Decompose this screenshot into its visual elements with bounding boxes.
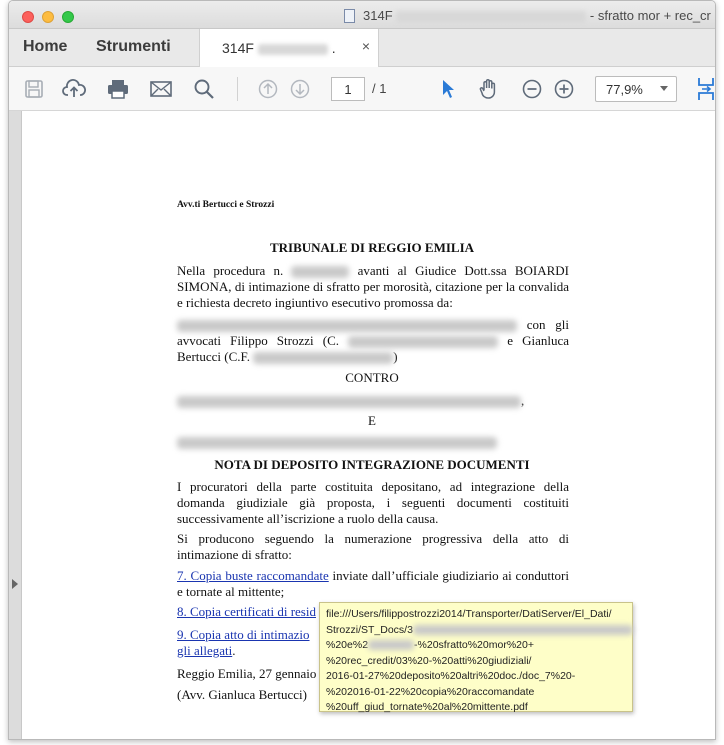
link-document-9[interactable]: 9. Copia atto di intimazio [177, 627, 310, 642]
redacted-path-1 [413, 625, 633, 635]
page-number-input[interactable] [331, 77, 365, 101]
close-tab-icon[interactable]: × [361, 38, 370, 54]
title-bar [9, 1, 715, 29]
court-heading: TRIBUNALE DI REGGIO EMILIA [269, 240, 475, 255]
parties-close: ) [393, 349, 398, 364]
window-title [363, 8, 711, 23]
tooltip-line-3-end: -%20sfratto%20mor%20+ [414, 639, 534, 651]
toolbar [9, 67, 715, 111]
tab-bar [9, 29, 715, 67]
filing-paragraph: I procuratori della parte costituita depositano, ad integrazione della domanda giudiziale già proposta, i seguenti documenti costituiti successivamente all’iscrizione a ruolo della causa. [177, 479, 569, 526]
document-tab-label [222, 40, 336, 56]
zoom-value: 77,9% [606, 82, 643, 97]
tooltip-line-3 [326, 638, 626, 654]
redacted-tax-code-1 [348, 336, 498, 348]
window-title-prefix: 314F [363, 8, 393, 23]
document-tab-prefix: 314F [222, 40, 254, 56]
print-icon[interactable] [105, 76, 131, 102]
close-window-button[interactable] [22, 11, 34, 23]
tab-document[interactable] [199, 29, 379, 67]
parties-paragraph [177, 317, 569, 365]
upload-icon[interactable] [61, 76, 87, 102]
minimize-window-button[interactable] [42, 11, 54, 23]
link-document-9-attachments[interactable]: gli allegati [177, 643, 233, 658]
parties-lawyer-b: e Gianluca Bertucci (C.F. [177, 333, 569, 364]
mail-icon[interactable] [148, 76, 174, 102]
tooltip-line-2-text: Strozzi/ST_Docs/3 [326, 623, 413, 636]
parties-lawyer-a: con gli avvocati Filippo Strozzi (C. [177, 317, 569, 348]
hand-icon[interactable] [476, 76, 502, 102]
fit-page-icon[interactable] [693, 76, 716, 102]
link-tooltip [319, 602, 633, 712]
redacted-tax-code-2 [253, 352, 393, 364]
maximize-window-button[interactable] [62, 11, 74, 23]
intro-start: Nella procedura n. [177, 263, 284, 278]
side-panel-toggle[interactable] [9, 111, 22, 740]
document-item-9-end: . [232, 643, 236, 658]
redacted-tab-name [258, 44, 328, 55]
document-item-7-text: inviate dall’ufficiale giudiziario ai conduttori e tornate al mittente; [177, 568, 569, 599]
window-title-suffix: - sfratto mor + rec_cr [589, 8, 711, 23]
pdf-reader-window [8, 0, 716, 740]
signature: (Avv. Gianluca Bertucci) [177, 687, 307, 702]
intro-paragraph [177, 263, 569, 311]
numbering-paragraph: Si producono seguendo la numerazione progressiva della atto di intimazione di sfratto: [177, 531, 569, 562]
search-icon[interactable] [191, 76, 217, 102]
zoom-in-icon[interactable] [551, 76, 577, 102]
redacted-defendant-2 [177, 437, 497, 449]
link-document-8[interactable]: 8. Copia certificati di resid [177, 604, 316, 619]
defendant-line-1-end: , [521, 393, 525, 408]
firm-heading: Avv.ti Bertucci e Strozzi [177, 200, 275, 210]
tooltip-line-7: %20uff_giud_tornate%20al%20mittente.pdf [326, 701, 528, 713]
tooltip-line-4: %20rec_credit/03%20-%20atti%20giudiziali/ [326, 654, 532, 667]
intro-rest: avanti al Giudice Dott.ssa BOIARDI SIMONA, di intimazione di sfratto per morosità, citazione per la convalida e richiesta decreto ingiuntivo esecutivo promossa da: [177, 263, 570, 310]
defendant-line-2 [177, 434, 497, 450]
document-viewer[interactable] [9, 111, 715, 740]
redacted-path-2 [368, 640, 414, 650]
contro-heading: CONTRO [345, 370, 399, 385]
document-item-7 [177, 568, 569, 600]
redacted-title [396, 11, 586, 23]
redacted-defendant-1 [177, 396, 521, 408]
expand-panel-icon[interactable] [12, 579, 18, 589]
place-and-date: Reggio Emilia, 27 gennaio [177, 666, 317, 681]
tooltip-line-2 [326, 623, 626, 639]
toolbar-divider [237, 77, 238, 101]
redacted-plaintiff [177, 320, 517, 332]
page-total: / 1 [372, 81, 387, 96]
page-up-icon[interactable] [255, 76, 281, 102]
redacted-case-number [291, 266, 349, 278]
zoom-dropdown[interactable] [595, 76, 677, 102]
page-down-icon[interactable] [287, 76, 313, 102]
document-tab-suffix: . [331, 40, 336, 56]
select-cursor-icon[interactable] [435, 76, 461, 102]
chevron-down-icon [660, 86, 668, 91]
tooltip-line-6: %202016-01-22%20copia%20raccomandate [326, 685, 535, 698]
tooltip-line-5: 2016-01-27%20deposito%20altri%20doc./doc_7%20- [326, 670, 576, 682]
save-icon[interactable] [21, 76, 47, 102]
tab-home[interactable]: Home [23, 38, 68, 55]
link-document-7[interactable]: 7. Copia buste raccomandate [177, 568, 329, 583]
pdf-file-icon [344, 9, 355, 23]
zoom-out-icon[interactable] [519, 76, 545, 102]
conjunction-e: E [368, 413, 376, 428]
tooltip-line-1: file:///Users/filippostrozzi2014/Transporter/DatiServer/El_Dati/ [326, 608, 612, 620]
tooltip-line-3-start: %20e%2 [326, 639, 369, 651]
filing-title: NOTA DI DEPOSITO INTEGRAZIONE DOCUMENTI [214, 457, 530, 472]
defendant-line-1 [177, 393, 524, 409]
tab-tools[interactable]: Strumenti [96, 38, 171, 55]
